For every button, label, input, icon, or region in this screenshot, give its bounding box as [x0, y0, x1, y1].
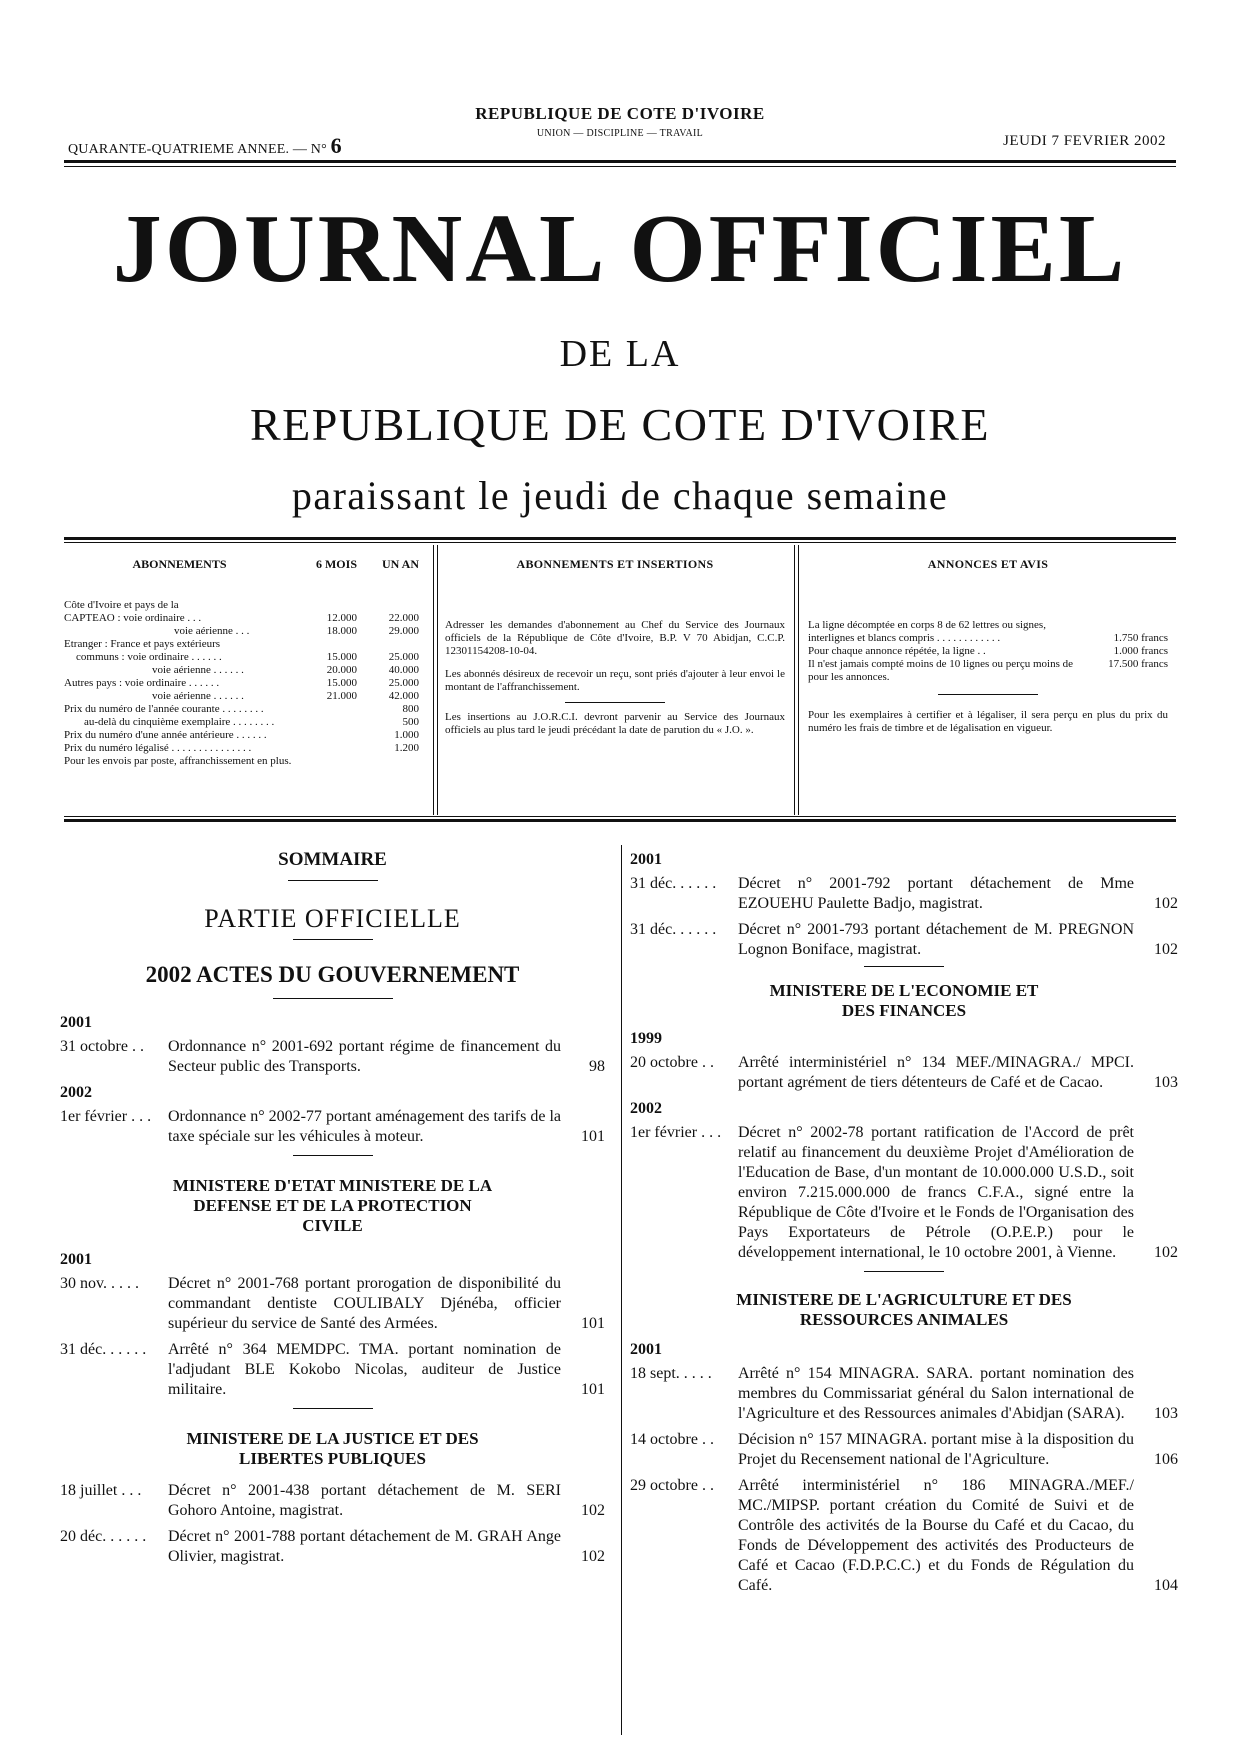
sommaire-entry: 1er février . . . Ordonnance n° 2002-77 portant aménagement des tarifs de la taxe spéciale sur les véhicules à moteur. 101 — [60, 1108, 605, 1145]
rate-row: Pour les envois par poste, affranchissement en plus. — [64, 755, 292, 767]
year-heading: 2001 — [60, 1014, 92, 1031]
rate-row: au-delà du cinquième exemplaire . . . . . . . . 500 — [84, 716, 419, 728]
sommaire-entry: 31 déc. . . . . . Arrêté n° 364 MEMDPC. TMA. portant nomination de l'adjudant BLE Kokobo Nicolas, auditeur de Justice militaire. 101 — [60, 1341, 605, 1398]
sommaire-entry: 30 nov. . . . . Décret n° 2001-768 portant prorogation de disponibilité du commandant dentiste COULIBALY Djénéba, officier supérieur du service de Santé des Armées. 101 — [60, 1275, 605, 1332]
sommaire-entry: 18 sept. . . . . Arrêté n° 154 MINAGRA. SARA. portant nomination des membres du Commissariat général du Salon international de l'Agriculture et des Ressources animales d'Abidjan (SARA). 103 — [630, 1365, 1178, 1422]
column-separator — [621, 845, 622, 1735]
year-heading: 2001 — [630, 851, 662, 868]
rate-row: Autres pays : voie ordinaire . . . . . . 15.000 25.000 — [64, 677, 419, 689]
col-6mois: 6 MOIS — [315, 557, 357, 571]
annonce-rate: La ligne décomptée en corps 8 de 62 lettres ou signes, interlignes et blancs compris . . . . . . . . . . . . 1.750 francs — [808, 619, 1168, 644]
header-rule-thick — [64, 160, 1176, 163]
rate-row: voie aérienne . . . . . . 20.000 40.000 — [152, 664, 419, 676]
edition-line — [68, 133, 342, 159]
year-heading: 2001 — [630, 1341, 662, 1358]
rate-row: Etranger : France et pays extérieurs — [64, 638, 221, 650]
rate-row: CAPTEAO : voie ordinaire . . . 12.000 22.000 — [64, 612, 419, 624]
ministry-heading: MINISTERE DE LA JUSTICE ET DES LIBERTES PUBLIQUES — [186, 1429, 479, 1468]
sommaire-entry: 31 octobre . . Ordonnance n° 2001-692 portant régime de financement du Secteur public des Transports. 98 — [60, 1038, 605, 1075]
col-1an: UN AN — [381, 557, 419, 571]
divider — [288, 880, 378, 881]
masthead-de-la: DE LA — [559, 333, 681, 375]
box-separator — [798, 545, 799, 815]
header-rule-thin — [64, 166, 1176, 167]
issue-date: JEUDI 7 FEVRIER 2002 — [1003, 133, 1166, 149]
annonce-rate: Il n'est jamais compté moins de 10 lignes ou perçu moins de pour les annonces. 17.500 francs — [808, 658, 1168, 683]
divider — [273, 998, 393, 999]
actes-heading: 2002 ACTES DU GOUVERNEMENT — [145, 962, 520, 987]
journal-title: JOURNAL OFFICIEL — [112, 195, 1128, 303]
box-bottom-rule — [64, 819, 1176, 822]
divider — [864, 966, 944, 967]
rate-row: voie aérienne . . . . . . 21.000 42.000 — [152, 690, 419, 702]
abonnements-column — [64, 558, 419, 768]
sommaire-right-column — [630, 850, 1178, 1602]
sommaire-entry: 31 déc. . . . . . Décret n° 2001-793 portant détachement de M. PREGNON Lognon Boniface, magistrat. 102 — [630, 921, 1178, 958]
masthead-republic: REPUBLIQUE DE COTE D'IVOIRE — [249, 399, 990, 450]
divider — [293, 1408, 373, 1409]
divider — [293, 939, 373, 940]
rate-row: voie aérienne . . . 18.000 29.000 — [174, 625, 419, 637]
divider — [864, 1271, 944, 1272]
insertions-column — [445, 558, 785, 737]
republic-header — [430, 104, 810, 139]
insertions-receipt-note: Les abonnés désireux de recevoir un reçu, sont priés d'ajouter à leur envoi le montant de l'affranchissement. — [445, 668, 785, 693]
partie-officielle: PARTIE OFFICIELLE — [204, 904, 461, 933]
edition-label: QUARANTE-QUATRIEME ANNEE. — N° — [68, 142, 327, 157]
rate-row: communs : voie ordinaire . . . . . . 15.000 25.000 — [76, 651, 419, 663]
box-bottom-rule-thin — [64, 816, 1176, 817]
year-heading: 2002 — [60, 1084, 92, 1101]
insertions-address: Adresser les demandes d'abonnement au Chef du Service des Journaux officiels de la République de Côte d'Ivoire, B.P. V 70 Abidjan, C.C.P. 12301154208-10-04. — [445, 619, 785, 657]
annonces-legal-note: Pour les exemplaires à certifier et à légaliser, il sera perçu en plus du prix du numéro les frais de timbre et de légalisation en vigueur. — [808, 709, 1168, 734]
insertions-deadline-note: Les insertions au J.O.R.C.I. devront parvenir au Service des Journaux officiels au plus tard le jeudi précédant la date de parution du « J.O. ». — [445, 711, 785, 736]
divider — [293, 1155, 373, 1156]
rate-row: Prix du numéro d'une année antérieure . . . . . . 1.000 — [64, 729, 419, 741]
sommaire-entry: 14 octobre . . Décision n° 157 MINAGRA. portant mise à la disposition du Projet du Recensement national de l'Agriculture. 106 — [630, 1431, 1178, 1468]
box-separator — [794, 545, 795, 815]
box-top-rule-thin — [64, 542, 1176, 543]
insertions-heading: ABONNEMENTS ET INSERTIONS — [516, 557, 714, 571]
abonnements-intro: Côte d'Ivoire et pays de la — [64, 599, 179, 611]
box-top-rule — [64, 537, 1176, 540]
national-motto: UNION — DISCIPLINE — TRAVAIL — [536, 128, 704, 139]
sommaire-entry: 1er février . . . Décret n° 2002-78 portant ratification de l'Accord de prêt relatif au financement du deuxième Projet d'Amélioration de l'Education de Base, d'un montant de 10.000.000 U.S.D., soit environ 7.215.000.000 de francs C.F.A., signé entre la République de Côte d'Ivoire et le Fonds de l'Organisation des Pays Exportateurs de Pétrole (O.P.E.P.) pour le développement international, le 10 octobre 2001, à Vienne. 102 — [630, 1124, 1178, 1261]
ministry-heading: MINISTERE DE L'AGRICULTURE ET DES RESSOURCES ANIMALES — [736, 1290, 1072, 1329]
sommaire-entry: 29 octobre . . Arrêté interministériel n° 186 MINAGRA./MEF./ MC./MIPSP. portant création du Comité de Suivi et de Contrôle des activités de la Bourse du Café et du Cacao, du Fonds de Développement des activités des Producteurs de Café et Cacao (F.D.P.C.C.) et du Fonds de Régulation du Café. 104 — [630, 1477, 1178, 1594]
year-heading: 2001 — [60, 1251, 92, 1268]
year-heading: 2002 — [630, 1100, 662, 1117]
rate-row: Prix du numéro légalisé . . . . . . . . . . . . . . . 1.200 — [64, 742, 419, 754]
masthead-frequency: paraissant le jeudi de chaque semaine — [291, 473, 949, 518]
sommaire-title: SOMMAIRE — [278, 849, 387, 870]
year-heading: 1999 — [630, 1030, 662, 1047]
abonnements-header — [64, 558, 419, 571]
sommaire-entry: 20 déc. . . . . . Décret n° 2001-788 portant détachement de M. GRAH Ange Olivier, magistrat. 102 — [60, 1528, 605, 1565]
divider — [938, 694, 1038, 695]
annonces-heading: ANNONCES ET AVIS — [927, 557, 1049, 571]
sommaire-entry: 18 juillet . . . Décret n° 2001-438 portant détachement de M. SERI Gohoro Antoine, magistrat. 102 — [60, 1482, 605, 1519]
sommaire-entry: 31 déc. . . . . . Décret n° 2001-792 portant détachement de Mme EZOUEHU Paulette Badjo, magistrat. 102 — [630, 875, 1178, 912]
abonnements-heading: ABONNEMENTS — [132, 558, 227, 571]
box-separator — [433, 545, 434, 815]
sommaire-left-column — [60, 850, 605, 1573]
box-separator — [437, 545, 438, 815]
sommaire-entry: 20 octobre . . Arrêté interministériel n° 134 MEF./MINAGRA./ MPCI. portant agrément de tiers détenteurs de Café et de Cacao. 103 — [630, 1054, 1178, 1091]
divider — [565, 702, 665, 703]
annonces-column — [808, 558, 1168, 735]
republic-name: REPUBLIQUE DE COTE D'IVOIRE — [475, 104, 765, 123]
issue-number: 6 — [330, 133, 342, 158]
ministry-heading: MINISTERE DE L'ECONOMIE ET DES FINANCES — [769, 981, 1039, 1020]
rate-row: Prix du numéro de l'année courante . . . . . . . . 800 — [64, 703, 419, 715]
ministry-heading: MINISTERE D'ETAT MINISTERE DE LA DEFENSE ET DE LA PROTECTION CIVILE — [172, 1176, 493, 1235]
annonce-rate: Pour chaque annonce répétée, la ligne . . 1.000 francs — [808, 645, 1168, 657]
